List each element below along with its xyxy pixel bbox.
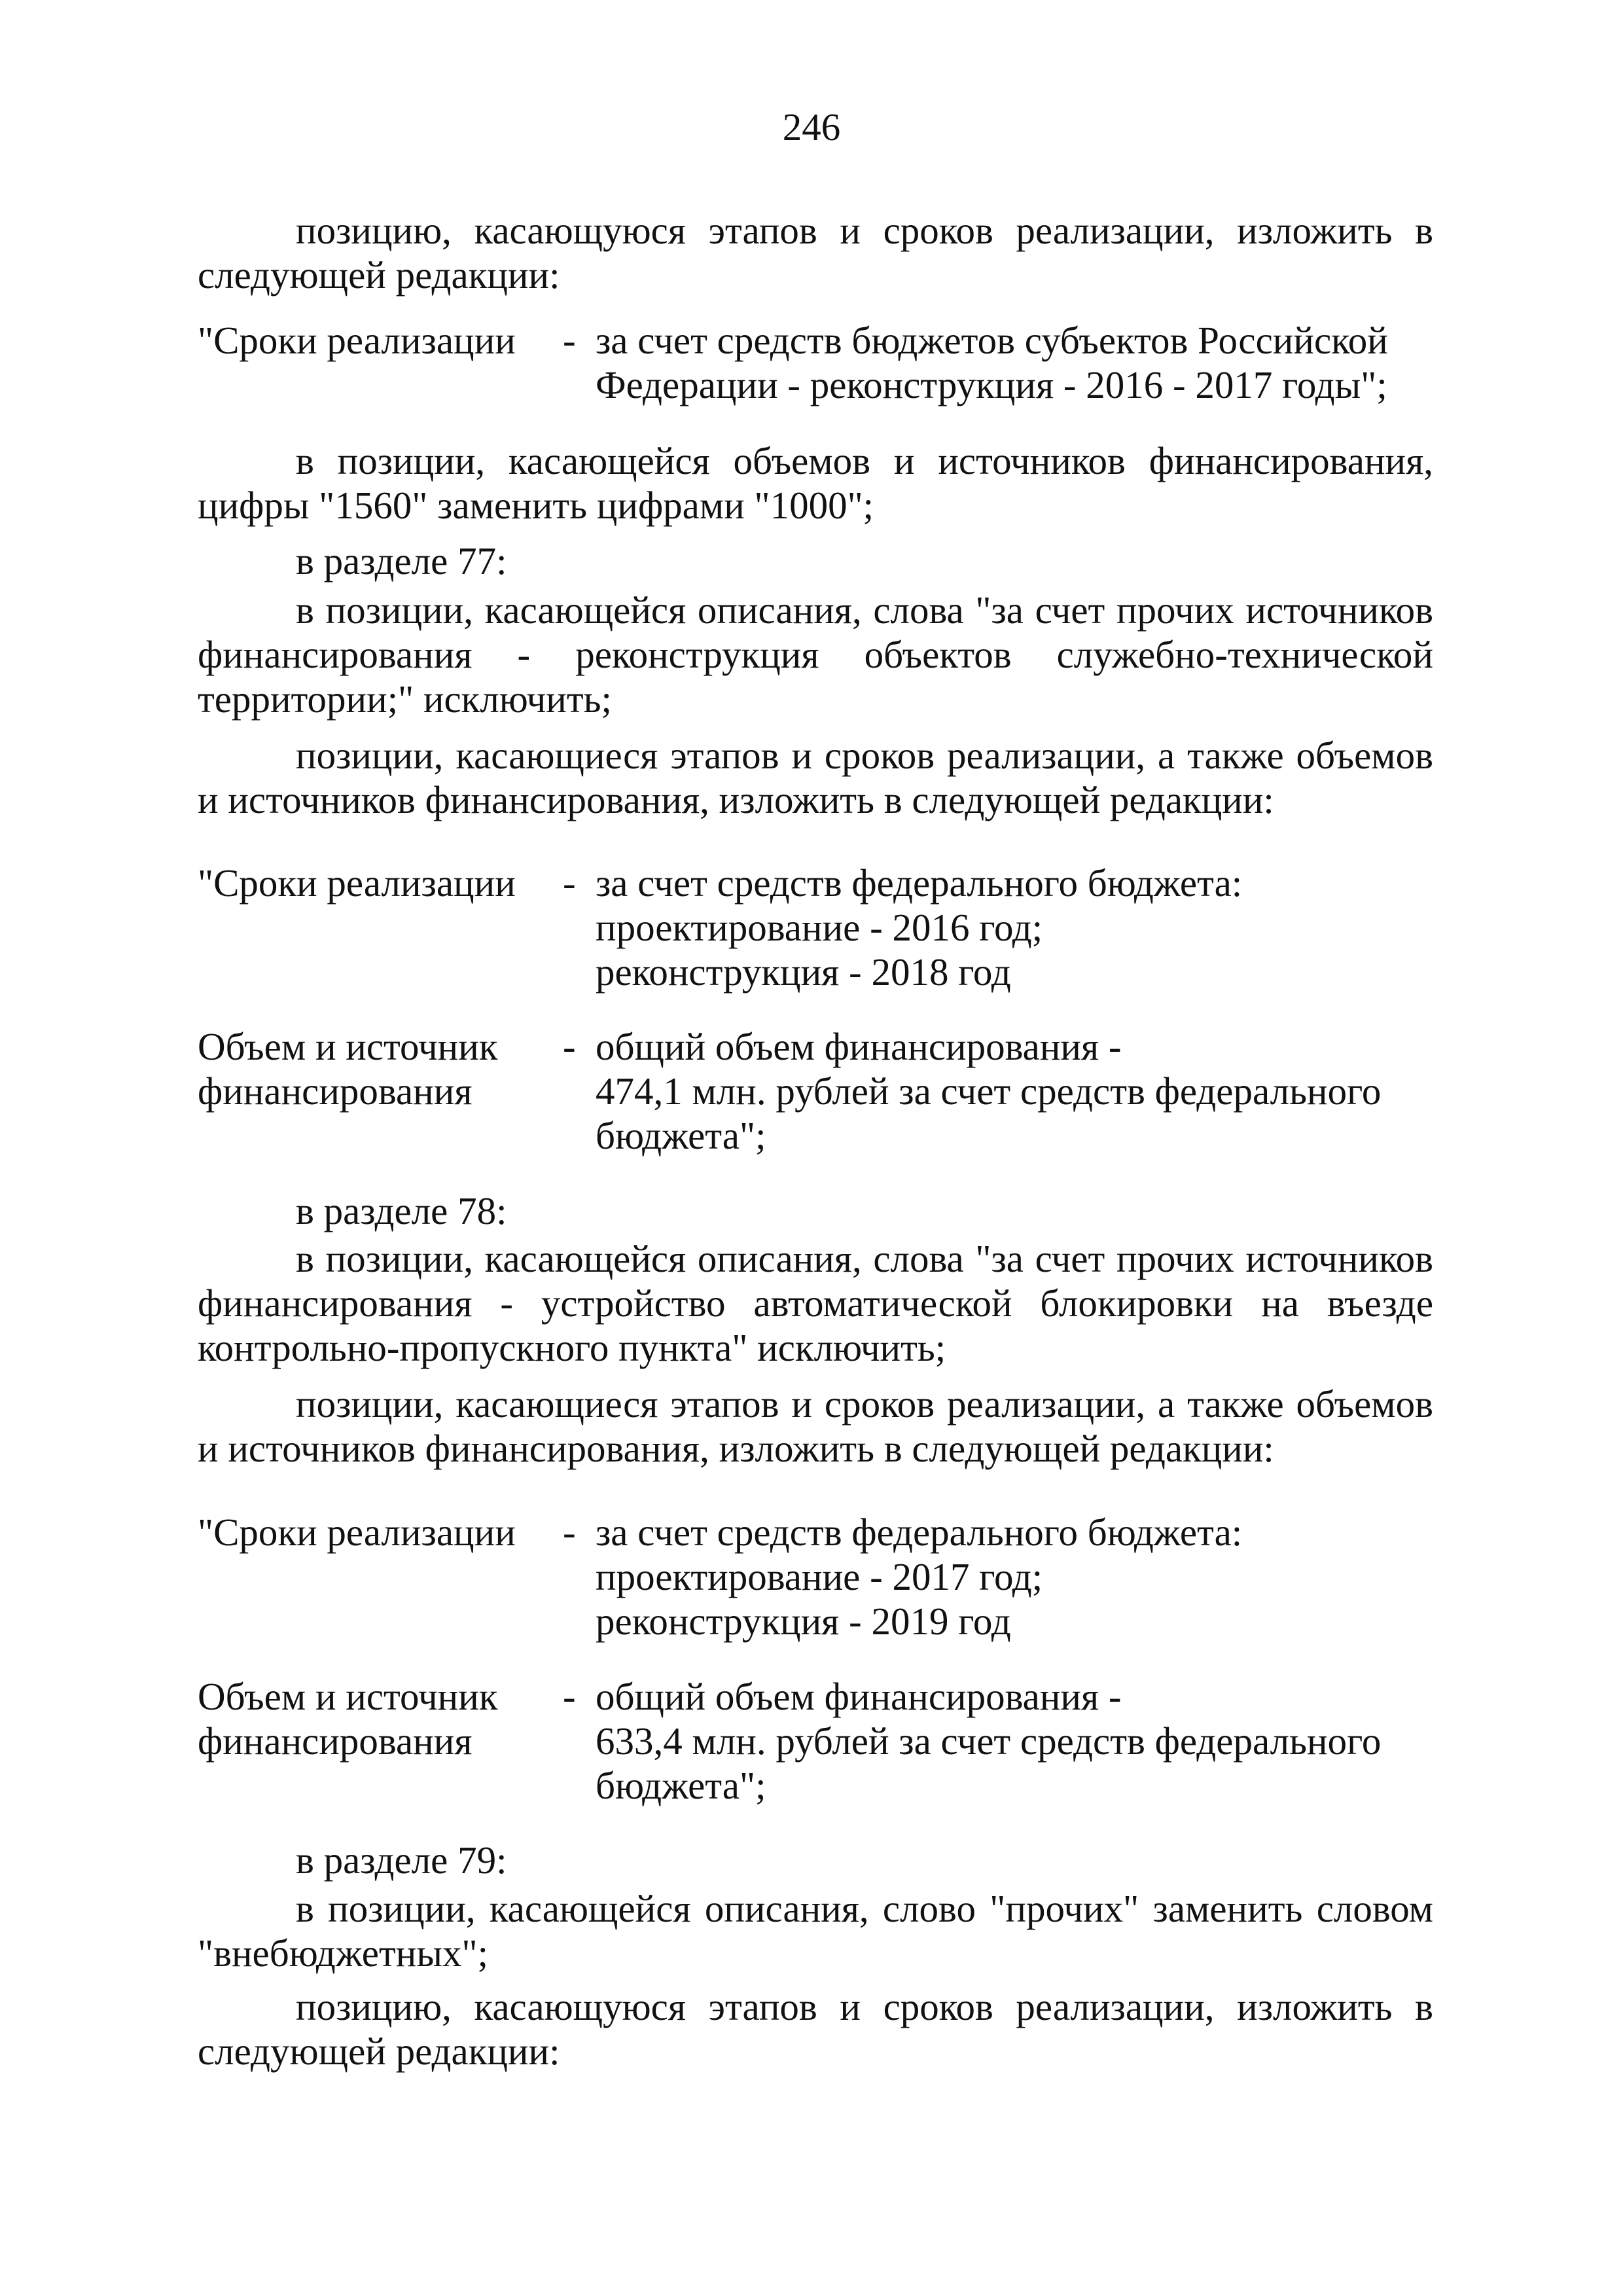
paragraph-3: в разделе 77: xyxy=(296,539,507,583)
block-1-label: "Сроки реализации xyxy=(198,319,516,362)
paragraph-9: в разделе 79: xyxy=(296,1839,507,1882)
block-5-label: Объем и источник финансирования xyxy=(198,1675,498,1763)
block-3-value: общий объем финансирования - 474,1 млн. рублей за счет средств федерального бюджета"; xyxy=(596,1025,1382,1157)
paragraph-2: в позиции, касающейся объемов и источников финансирования, цифры "1560" заменить цифрами "1000"; xyxy=(198,439,1433,527)
block-5-value: общий объем финансирования - 633,4 млн. рублей за счет средств федерального бюджета"; xyxy=(596,1675,1382,1807)
block-4-dash: - xyxy=(563,1511,576,1554)
paragraph-5: позиции, касающиеся этапов и сроков реализации, а также объемов и источников финансирования, изложить в следующей редакции: xyxy=(198,734,1433,821)
block-5-dash: - xyxy=(563,1675,576,1718)
block-1-value: за счет средств бюджетов субъектов Российской Федерации - реконструкция - 2016 - 2017 годы"; xyxy=(596,319,1388,406)
paragraph-4: в позиции, касающейся описания, слова "за счет прочих источников финансирования - реконструкция объектов служебно-технической территории;" исключить; xyxy=(198,588,1433,721)
paragraph-7: в позиции, касающейся описания, слова "за счет прочих источников финансирования - устройство автоматической блокировки на въезде контрольно-пропускного пункта" исключить; xyxy=(198,1237,1433,1369)
block-3-dash: - xyxy=(563,1025,576,1068)
paragraph-1: позицию, касающуюся этапов и сроков реализации, изложить в следующей редакции: xyxy=(198,209,1433,296)
block-3-label: Объем и источник финансирования xyxy=(198,1025,498,1113)
block-1-dash: - xyxy=(563,319,576,362)
block-2-label: "Сроки реализации xyxy=(198,861,516,905)
block-4-label: "Сроки реализации xyxy=(198,1511,516,1554)
block-2-dash: - xyxy=(563,861,576,905)
block-4-value: за счет средств федерального бюджета: проектирование - 2017 год; реконструкция - 2019 год xyxy=(596,1511,1243,1643)
block-2-value: за счет средств федерального бюджета: проектирование - 2016 год; реконструкция - 2018 год xyxy=(596,861,1243,994)
paragraph-10: в позиции, касающейся описания, слово "прочих" заменить словом "внебюджетных"; xyxy=(198,1887,1433,1975)
paragraph-11: позицию, касающуюся этапов и сроков реализации, изложить в следующей редакции: xyxy=(198,1985,1433,2073)
page-number: 246 xyxy=(782,105,841,149)
paragraph-6: в разделе 78: xyxy=(296,1189,507,1232)
paragraph-8: позиции, касающиеся этапов и сроков реализации, а также объемов и источников финансирования, изложить в следующей редакции: xyxy=(198,1382,1433,1470)
